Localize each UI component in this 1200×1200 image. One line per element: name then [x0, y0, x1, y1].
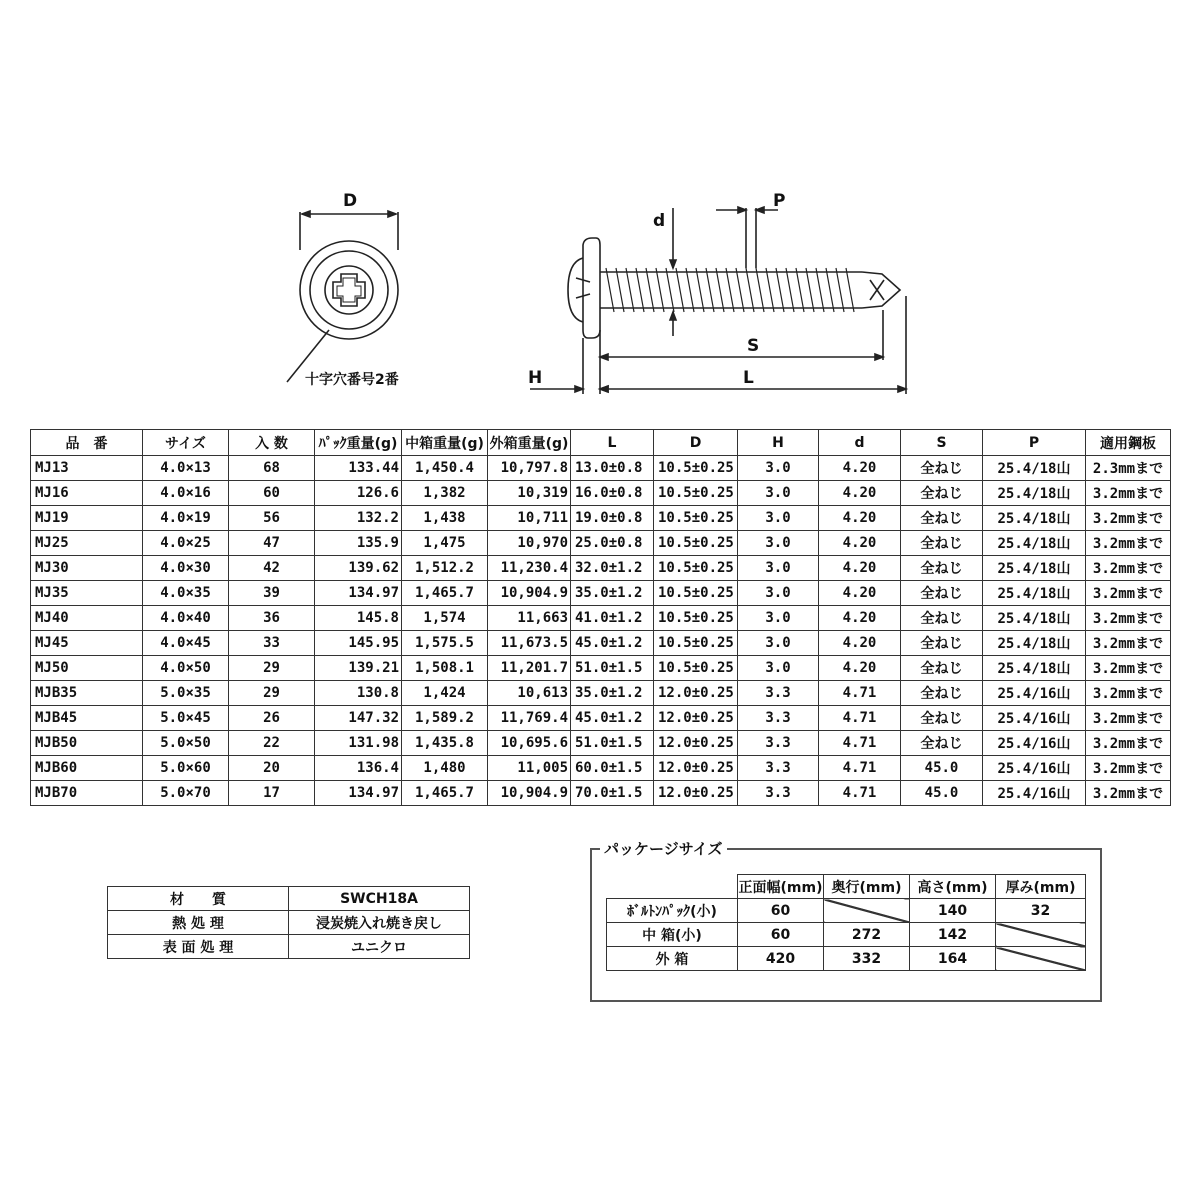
p-value: 25.4/18山 — [983, 656, 1086, 681]
package-height: 140 — [910, 899, 996, 923]
h-value: 3.3 — [738, 756, 819, 781]
h-value: 3.0 — [738, 631, 819, 656]
size: 5.0×70 — [143, 781, 229, 806]
d-upper-value: 12.0±0.25 — [654, 681, 738, 706]
d-upper-value: 12.0±0.25 — [654, 756, 738, 781]
pack-weight: 134.97 — [315, 781, 402, 806]
surface-treatment-row — [108, 935, 470, 959]
applicable-steel: 3.2mmまで — [1086, 581, 1171, 606]
l-value: 19.0±0.8 — [571, 506, 654, 531]
pack-weight: 136.4 — [315, 756, 402, 781]
s-value: 全ねじ — [901, 456, 983, 481]
applicable-steel: 3.2mmまで — [1086, 756, 1171, 781]
table-row — [31, 456, 1171, 481]
outer-box-weight: 11,663 — [488, 606, 571, 631]
inner-box-weight: 1,475 — [402, 531, 488, 556]
table-row — [31, 531, 1171, 556]
part-no: MJ16 — [31, 481, 143, 506]
header-d-lower: d — [819, 430, 901, 456]
quantity: 56 — [229, 506, 315, 531]
d-upper-value: 10.5±0.25 — [654, 606, 738, 631]
d-upper-value: 10.5±0.25 — [654, 506, 738, 531]
package-thickness-na — [996, 923, 1086, 947]
h-value: 3.0 — [738, 581, 819, 606]
l-value: 45.0±1.2 — [571, 706, 654, 731]
pack-weight: 131.98 — [315, 731, 402, 756]
size: 5.0×60 — [143, 756, 229, 781]
d-lower-value: 4.71 — [819, 681, 901, 706]
h-value: 3.3 — [738, 781, 819, 806]
size: 4.0×45 — [143, 631, 229, 656]
inner-box-weight: 1,589.2 — [402, 706, 488, 731]
pack-weight: 134.97 — [315, 581, 402, 606]
d-upper-value: 10.5±0.25 — [654, 581, 738, 606]
part-no: MJ19 — [31, 506, 143, 531]
p-value: 25.4/18山 — [983, 506, 1086, 531]
d-lower-value: 4.71 — [819, 781, 901, 806]
header-s: S — [901, 430, 983, 456]
spec-header-row — [31, 430, 1171, 456]
d-upper-value: 10.5±0.25 — [654, 656, 738, 681]
table-row — [31, 581, 1171, 606]
table-row — [31, 506, 1171, 531]
table-row — [31, 481, 1171, 506]
p-value: 25.4/16山 — [983, 706, 1086, 731]
pack-weight: 147.32 — [315, 706, 402, 731]
l-value: 32.0±1.2 — [571, 556, 654, 581]
quantity: 33 — [229, 631, 315, 656]
l-value: 13.0±0.8 — [571, 456, 654, 481]
part-no: MJB35 — [31, 681, 143, 706]
p-value: 25.4/16山 — [983, 681, 1086, 706]
package-row-outer-box — [607, 947, 1086, 971]
p-value: 25.4/16山 — [983, 731, 1086, 756]
quantity: 22 — [229, 731, 315, 756]
package-row-bolton-pack — [607, 899, 1086, 923]
pack-weight: 139.62 — [315, 556, 402, 581]
screw-side-view — [530, 207, 906, 394]
quantity: 60 — [229, 481, 315, 506]
pack-weight: 139.21 — [315, 656, 402, 681]
l-value: 35.0±1.2 — [571, 581, 654, 606]
header-quantity: 入 数 — [229, 430, 315, 456]
s-value: 45.0 — [901, 756, 983, 781]
d-upper-value: 10.5±0.25 — [654, 456, 738, 481]
size: 4.0×30 — [143, 556, 229, 581]
inner-box-weight: 1,574 — [402, 606, 488, 631]
inner-box-weight: 1,438 — [402, 506, 488, 531]
recess-note: 十字穴番号2番 — [305, 372, 399, 388]
part-no: MJB45 — [31, 706, 143, 731]
applicable-steel: 3.2mmまで — [1086, 681, 1171, 706]
table-row — [31, 606, 1171, 631]
pack-weight: 145.95 — [315, 631, 402, 656]
material-row — [108, 887, 470, 911]
p-value: 25.4/18山 — [983, 456, 1086, 481]
table-row — [31, 556, 1171, 581]
d-lower-value: 4.20 — [819, 481, 901, 506]
l-value: 51.0±1.5 — [571, 656, 654, 681]
quantity: 36 — [229, 606, 315, 631]
inner-box-weight: 1,424 — [402, 681, 488, 706]
head-top-view — [287, 211, 398, 382]
package-name: 中 箱(小) — [607, 923, 738, 947]
quantity: 42 — [229, 556, 315, 581]
size: 5.0×35 — [143, 681, 229, 706]
quantity: 47 — [229, 531, 315, 556]
outer-box-weight: 10,797.8 — [488, 456, 571, 481]
applicable-steel: 3.2mmまで — [1086, 606, 1171, 631]
p-value: 25.4/18山 — [983, 531, 1086, 556]
p-value: 25.4/16山 — [983, 781, 1086, 806]
header-d-upper: D — [654, 430, 738, 456]
h-value: 3.3 — [738, 706, 819, 731]
applicable-steel: 3.2mmまで — [1086, 481, 1171, 506]
size: 4.0×13 — [143, 456, 229, 481]
h-value: 3.0 — [738, 531, 819, 556]
d-lower-value: 4.71 — [819, 731, 901, 756]
p-value: 25.4/18山 — [983, 481, 1086, 506]
outer-box-weight: 11,230.4 — [488, 556, 571, 581]
material-label: 材 質 — [108, 887, 289, 911]
dim-d-head-label: D — [343, 191, 358, 211]
p-value: 25.4/18山 — [983, 631, 1086, 656]
part-no: MJ35 — [31, 581, 143, 606]
spec-table — [30, 429, 1171, 806]
package-header-row — [607, 875, 1086, 899]
heat-treatment-value: 浸炭焼入れ焼き戻し — [289, 911, 470, 935]
dim-p-label: P — [773, 191, 786, 211]
header-p: P — [983, 430, 1086, 456]
package-row-inner-box — [607, 923, 1086, 947]
s-value: 全ねじ — [901, 656, 983, 681]
package-thickness: 32 — [996, 899, 1086, 923]
applicable-steel: 3.2mmまで — [1086, 556, 1171, 581]
package-height: 164 — [910, 947, 996, 971]
l-value: 16.0±0.8 — [571, 481, 654, 506]
l-value: 45.0±1.2 — [571, 631, 654, 656]
size: 4.0×35 — [143, 581, 229, 606]
inner-box-weight: 1,465.7 — [402, 581, 488, 606]
d-upper-value: 12.0±0.25 — [654, 706, 738, 731]
quantity: 68 — [229, 456, 315, 481]
outer-box-weight: 10,970 — [488, 531, 571, 556]
quantity: 29 — [229, 681, 315, 706]
package-width: 60 — [738, 899, 824, 923]
part-no: MJ45 — [31, 631, 143, 656]
table-row — [31, 731, 1171, 756]
outer-box-weight: 11,201.7 — [488, 656, 571, 681]
package-size-title: パッケージサイズ — [600, 838, 727, 859]
part-no: MJ30 — [31, 556, 143, 581]
package-header-height: 高さ(mm) — [910, 875, 996, 899]
spec-table-body — [31, 456, 1171, 806]
size: 4.0×40 — [143, 606, 229, 631]
package-width: 60 — [738, 923, 824, 947]
package-thickness-na — [996, 947, 1086, 971]
d-upper-value: 12.0±0.25 — [654, 781, 738, 806]
material-table — [107, 886, 470, 959]
p-value: 25.4/18山 — [983, 581, 1086, 606]
pack-weight: 130.8 — [315, 681, 402, 706]
applicable-steel: 3.2mmまで — [1086, 781, 1171, 806]
h-value: 3.0 — [738, 456, 819, 481]
package-depth: 332 — [824, 947, 910, 971]
outer-box-weight: 11,673.5 — [488, 631, 571, 656]
s-value: 全ねじ — [901, 506, 983, 531]
header-outer-box-weight: 外箱重量(g) — [488, 430, 571, 456]
dim-d-label: d — [653, 211, 666, 231]
s-value: 45.0 — [901, 781, 983, 806]
inner-box-weight: 1,512.2 — [402, 556, 488, 581]
s-value: 全ねじ — [901, 681, 983, 706]
l-value: 51.0±1.5 — [571, 731, 654, 756]
inner-box-weight: 1,575.5 — [402, 631, 488, 656]
pack-weight: 126.6 — [315, 481, 402, 506]
d-lower-value: 4.71 — [819, 706, 901, 731]
table-row — [31, 681, 1171, 706]
applicable-steel: 3.2mmまで — [1086, 531, 1171, 556]
s-value: 全ねじ — [901, 481, 983, 506]
inner-box-weight: 1,508.1 — [402, 656, 488, 681]
applicable-steel: 3.2mmまで — [1086, 656, 1171, 681]
material-value: SWCH18A — [289, 887, 470, 911]
header-part-no: 品 番 — [31, 430, 143, 456]
l-value: 70.0±1.5 — [571, 781, 654, 806]
part-no: MJ50 — [31, 656, 143, 681]
table-row — [31, 656, 1171, 681]
size: 4.0×19 — [143, 506, 229, 531]
d-lower-value: 4.20 — [819, 556, 901, 581]
s-value: 全ねじ — [901, 731, 983, 756]
heat-treatment-row — [108, 911, 470, 935]
header-inner-box-weight: 中箱重量(g) — [402, 430, 488, 456]
outer-box-weight: 10,695.6 — [488, 731, 571, 756]
h-value: 3.3 — [738, 681, 819, 706]
h-value: 3.0 — [738, 556, 819, 581]
d-upper-value: 12.0±0.25 — [654, 731, 738, 756]
dim-h-label: H — [528, 368, 543, 388]
d-upper-value: 10.5±0.25 — [654, 481, 738, 506]
outer-box-weight: 10,319 — [488, 481, 571, 506]
size: 4.0×50 — [143, 656, 229, 681]
applicable-steel: 3.2mmまで — [1086, 706, 1171, 731]
s-value: 全ねじ — [901, 556, 983, 581]
surface-treatment-value: ユニクロ — [289, 935, 470, 959]
h-value: 3.0 — [738, 506, 819, 531]
outer-box-weight: 11,005 — [488, 756, 571, 781]
inner-box-weight: 1,465.7 — [402, 781, 488, 806]
package-depth: 272 — [824, 923, 910, 947]
h-value: 3.0 — [738, 606, 819, 631]
part-no: MJ13 — [31, 456, 143, 481]
part-no: MJB60 — [31, 756, 143, 781]
applicable-steel: 2.3mmまで — [1086, 456, 1171, 481]
package-header-width: 正面幅(mm) — [738, 875, 824, 899]
d-upper-value: 10.5±0.25 — [654, 631, 738, 656]
d-lower-value: 4.20 — [819, 656, 901, 681]
d-upper-value: 10.5±0.25 — [654, 531, 738, 556]
size: 5.0×45 — [143, 706, 229, 731]
surface-treatment-label: 表 面 処 理 — [108, 935, 289, 959]
outer-box-weight: 10,613 — [488, 681, 571, 706]
part-no: MJ40 — [31, 606, 143, 631]
header-pack-weight: ﾊﾟｯｸ重量(g) — [315, 430, 402, 456]
heat-treatment-label: 熱 処 理 — [108, 911, 289, 935]
d-lower-value: 4.20 — [819, 581, 901, 606]
l-value: 35.0±1.2 — [571, 681, 654, 706]
d-lower-value: 4.20 — [819, 456, 901, 481]
package-depth-na — [824, 899, 910, 923]
header-h: H — [738, 430, 819, 456]
applicable-steel: 3.2mmまで — [1086, 631, 1171, 656]
outer-box-weight: 11,769.4 — [488, 706, 571, 731]
inner-box-weight: 1,450.4 — [402, 456, 488, 481]
d-upper-value: 10.5±0.25 — [654, 556, 738, 581]
package-size-table — [606, 874, 1086, 971]
table-row — [31, 781, 1171, 806]
inner-box-weight: 1,480 — [402, 756, 488, 781]
table-row — [31, 706, 1171, 731]
p-value: 25.4/18山 — [983, 556, 1086, 581]
d-lower-value: 4.71 — [819, 756, 901, 781]
quantity: 26 — [229, 706, 315, 731]
outer-box-weight: 10,904.9 — [488, 781, 571, 806]
s-value: 全ねじ — [901, 706, 983, 731]
dim-l-label: L — [743, 368, 754, 388]
s-value: 全ねじ — [901, 631, 983, 656]
pack-weight: 135.9 — [315, 531, 402, 556]
applicable-steel: 3.2mmまで — [1086, 506, 1171, 531]
part-no: MJB50 — [31, 731, 143, 756]
d-lower-value: 4.20 — [819, 531, 901, 556]
l-value: 25.0±0.8 — [571, 531, 654, 556]
part-no: MJ25 — [31, 531, 143, 556]
d-lower-value: 4.20 — [819, 631, 901, 656]
part-no: MJB70 — [31, 781, 143, 806]
size: 5.0×50 — [143, 731, 229, 756]
dim-s-label: S — [747, 336, 760, 356]
header-l: L — [571, 430, 654, 456]
screw-drawing — [0, 0, 1200, 420]
quantity: 39 — [229, 581, 315, 606]
s-value: 全ねじ — [901, 531, 983, 556]
package-header-thickness: 厚み(mm) — [996, 875, 1086, 899]
h-value: 3.3 — [738, 731, 819, 756]
p-value: 25.4/18山 — [983, 606, 1086, 631]
s-value: 全ねじ — [901, 581, 983, 606]
h-value: 3.0 — [738, 481, 819, 506]
package-width: 420 — [738, 947, 824, 971]
p-value: 25.4/16山 — [983, 756, 1086, 781]
outer-box-weight: 10,711 — [488, 506, 571, 531]
pack-weight: 145.8 — [315, 606, 402, 631]
applicable-steel: 3.2mmまで — [1086, 731, 1171, 756]
d-lower-value: 4.20 — [819, 506, 901, 531]
package-name: ﾎﾞﾙﾄﾝﾊﾟｯｸ(小) — [607, 899, 738, 923]
d-lower-value: 4.20 — [819, 606, 901, 631]
inner-box-weight: 1,382 — [402, 481, 488, 506]
header-applicable-steel: 適用鋼板 — [1086, 430, 1171, 456]
outer-box-weight: 10,904.9 — [488, 581, 571, 606]
s-value: 全ねじ — [901, 606, 983, 631]
quantity: 20 — [229, 756, 315, 781]
inner-box-weight: 1,435.8 — [402, 731, 488, 756]
size: 4.0×16 — [143, 481, 229, 506]
quantity: 17 — [229, 781, 315, 806]
pack-weight: 132.2 — [315, 506, 402, 531]
header-size: サイズ — [143, 430, 229, 456]
package-name: 外 箱 — [607, 947, 738, 971]
package-header-depth: 奥行(mm) — [824, 875, 910, 899]
quantity: 29 — [229, 656, 315, 681]
package-header-blank — [607, 875, 738, 899]
size: 4.0×25 — [143, 531, 229, 556]
table-row — [31, 756, 1171, 781]
l-value: 41.0±1.2 — [571, 606, 654, 631]
table-row — [31, 631, 1171, 656]
h-value: 3.0 — [738, 656, 819, 681]
l-value: 60.0±1.5 — [571, 756, 654, 781]
pack-weight: 133.44 — [315, 456, 402, 481]
package-height: 142 — [910, 923, 996, 947]
